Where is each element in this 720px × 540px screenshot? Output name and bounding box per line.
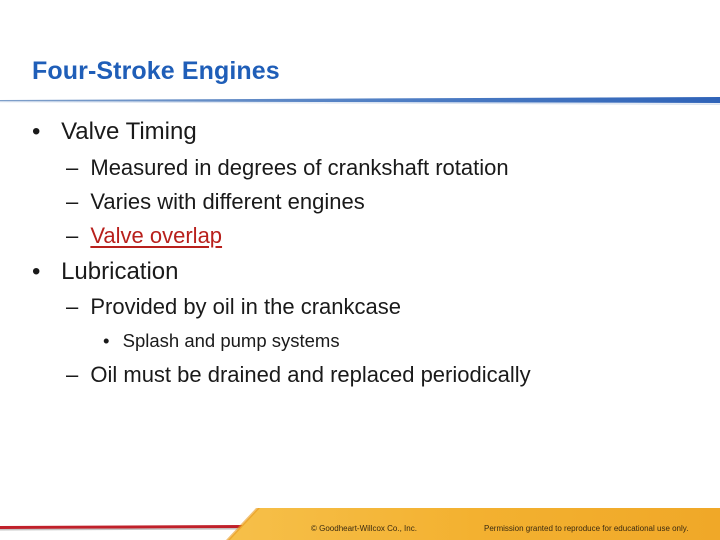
slide-title: Four-Stroke Engines	[32, 57, 280, 85]
sub-item-provided	[66, 294, 401, 320]
bullet-valve-timing	[32, 118, 197, 146]
dash-glyph: –	[66, 155, 79, 180]
bullet-lubrication	[32, 258, 179, 286]
sub-sub-item-text: Splash and pump systems	[122, 330, 340, 351]
bullet-glyph: •	[32, 118, 41, 145]
bullet-glyph: •	[32, 258, 41, 285]
sub-item-text: Provided by oil in the crankcase	[90, 294, 401, 319]
bullet-label: Valve Timing	[61, 118, 197, 145]
bullet-glyph: •	[103, 330, 110, 351]
dash-glyph: –	[66, 294, 79, 319]
title-underline-rule	[0, 94, 720, 108]
sub-sub-item-splash	[103, 330, 340, 352]
sub-item-varies	[66, 189, 365, 215]
valve-overlap-link[interactable]: Valve overlap	[90, 223, 223, 248]
footer-copyright: © Goodheart-Willcox Co., Inc.	[311, 524, 417, 533]
dash-glyph: –	[66, 223, 79, 248]
sub-item-text: Measured in degrees of crankshaft rotation	[90, 155, 509, 180]
dash-glyph: –	[66, 189, 79, 214]
footer-permission: Permission granted to reproduce for educational use only.	[484, 524, 689, 533]
dash-glyph: –	[66, 362, 79, 387]
sub-item-text: Varies with different engines	[90, 189, 365, 214]
sub-item-oil-drained	[66, 362, 531, 388]
sub-item-measured	[66, 155, 509, 181]
sub-item-valve-overlap	[66, 223, 222, 249]
bullet-label: Lubrication	[61, 258, 179, 285]
sub-item-text: Oil must be drained and replaced periodically	[90, 362, 531, 387]
